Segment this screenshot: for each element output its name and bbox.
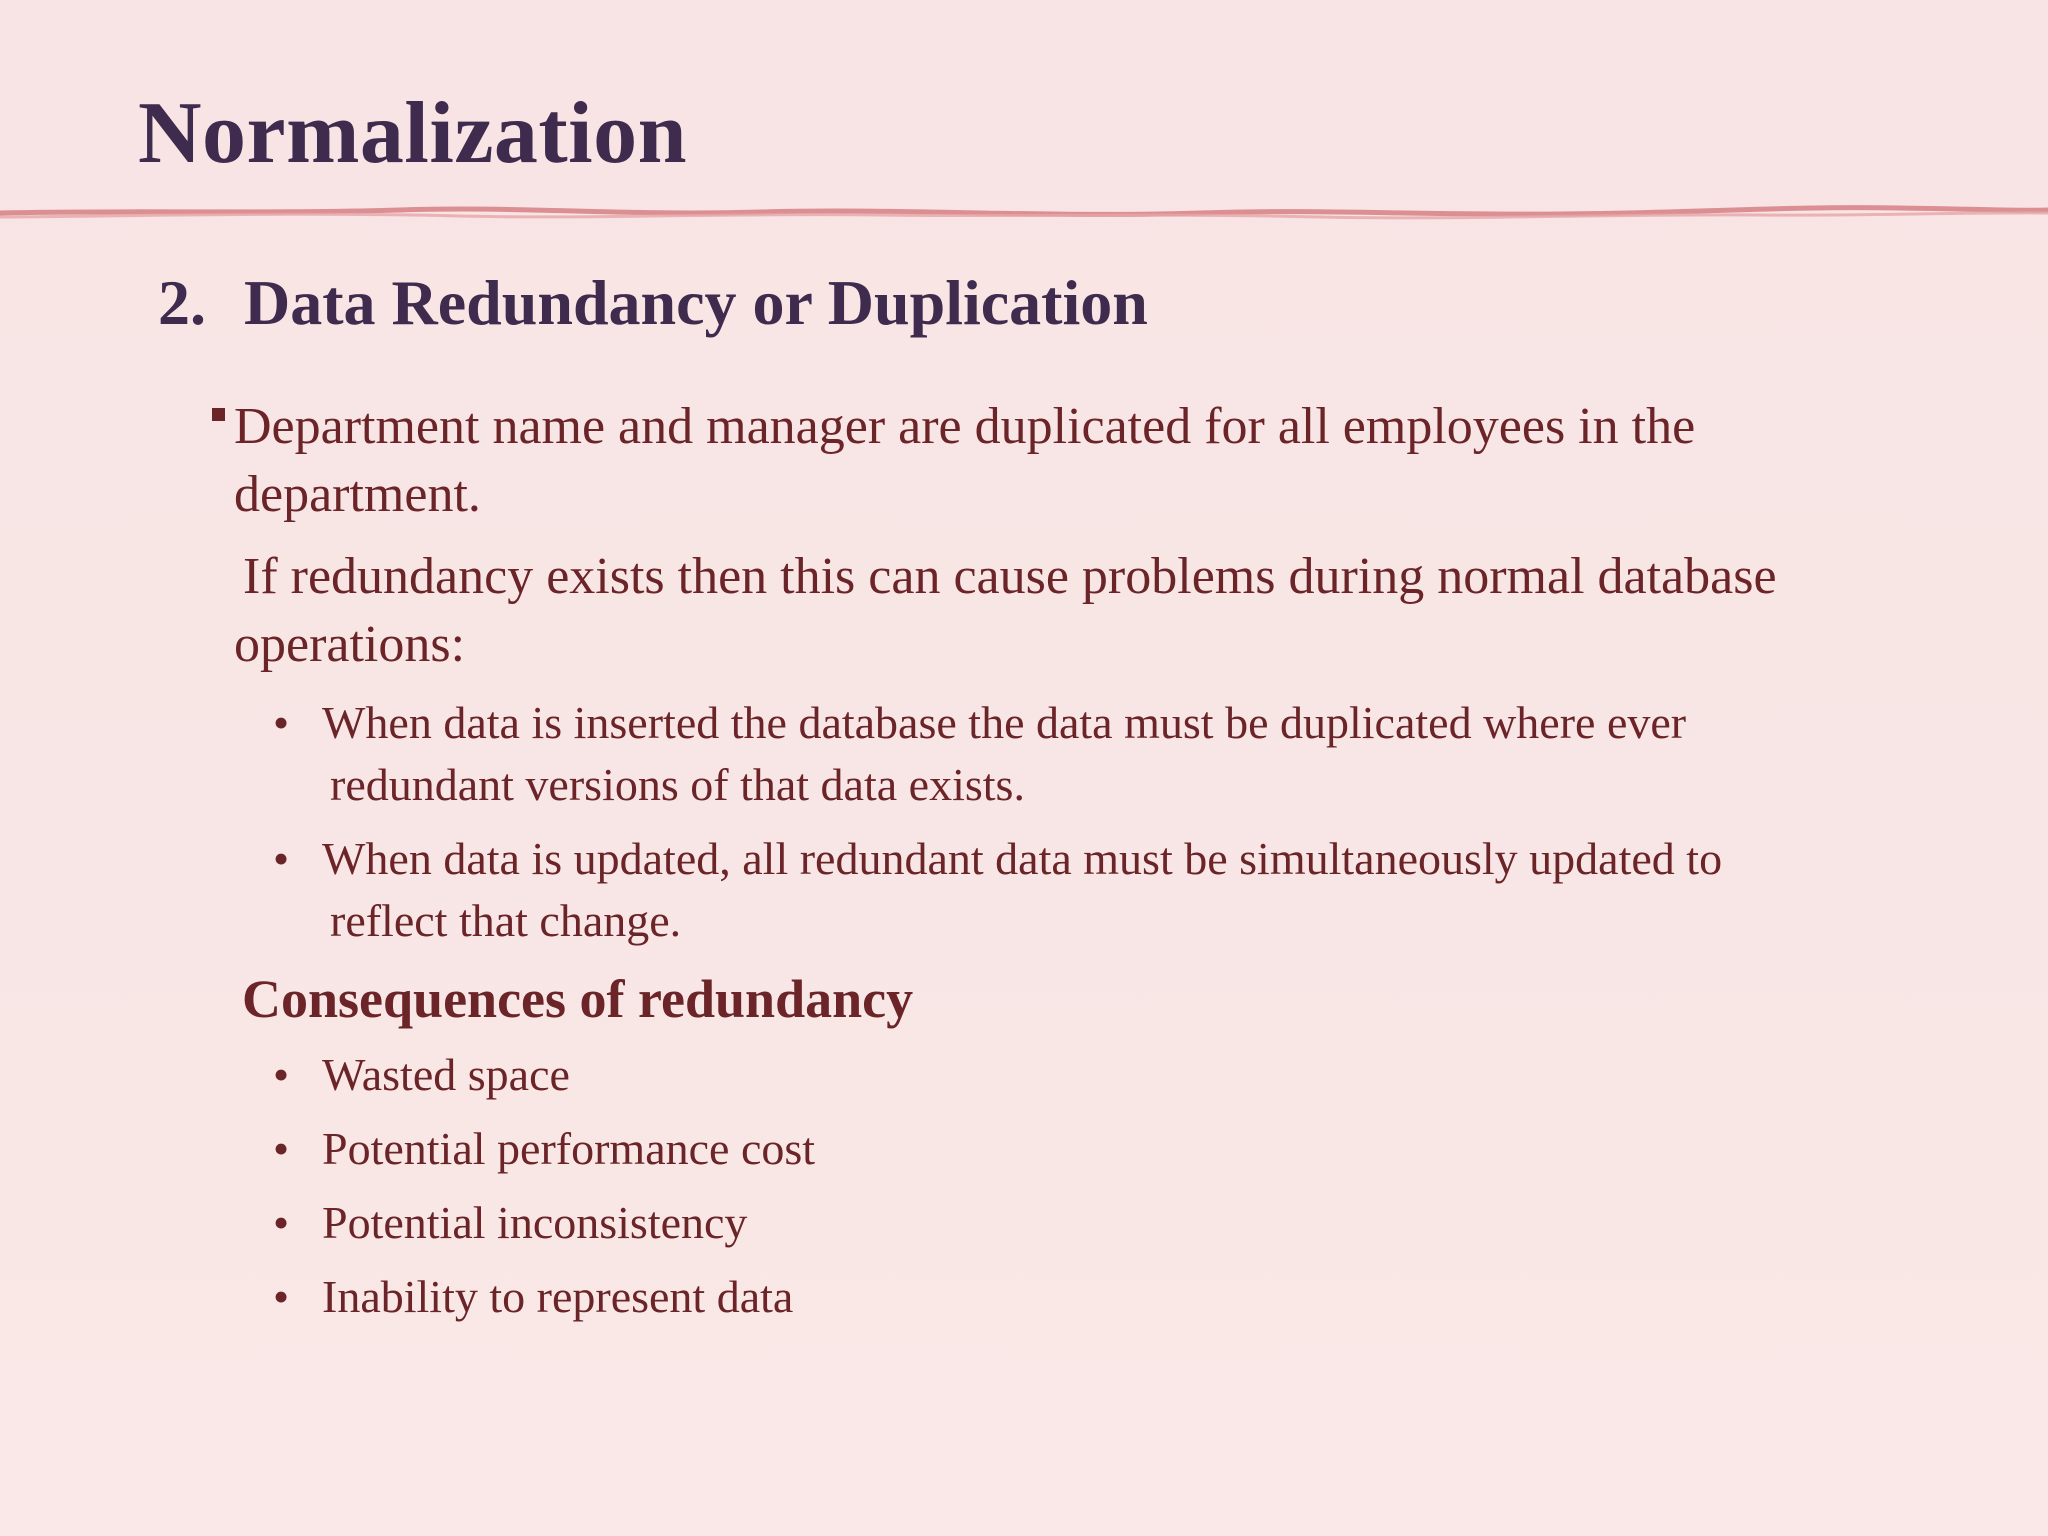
problem-item-insert (270, 692, 1910, 816)
bullet-dot-icon: • (272, 697, 290, 748)
title-divider-line (0, 196, 2048, 228)
problem-insert-line1: When data is inserted the database the data must be duplicated where ever (322, 697, 1687, 748)
section-heading-text: Data Redundancy or Duplication (244, 267, 1148, 338)
consequence-label: Potential inconsistency (322, 1197, 748, 1248)
bullet-department-duplication: Department name and manager are duplicated for all employees in the department. (234, 398, 1696, 523)
consequence-item-inconsistency (270, 1192, 1910, 1254)
consequence-item-performance-cost (270, 1118, 1910, 1180)
consequence-label: Wasted space (322, 1049, 570, 1100)
slide-title: Normalization (138, 85, 688, 182)
bullet-dot-icon: • (272, 1049, 290, 1100)
consequence-label: Inability to represent data (322, 1271, 794, 1322)
bullet-dot-icon: • (272, 1271, 290, 1322)
square-bullet-icon (202, 398, 235, 431)
problem-update-line2: reflect that change. (330, 895, 682, 946)
bullet-dot-icon: • (272, 833, 290, 884)
consequence-item-wasted-space (270, 1044, 1910, 1106)
problem-item-update (270, 828, 1910, 952)
problem-update-line1: When data is updated, all redundant data must be simultaneously updated to (322, 833, 1723, 884)
consequences-heading: Consequences of redundancy (242, 969, 914, 1029)
section-heading (158, 268, 1148, 338)
consequence-label: Potential performance cost (322, 1123, 816, 1174)
problem-insert-line2: redundant versions of that data exists. (330, 759, 1025, 810)
section-number: 2. (158, 267, 206, 338)
bullet-dot-icon: • (272, 1197, 290, 1248)
redundancy-paragraph: If redundancy exists then this can cause problems during normal database operations: (234, 548, 1777, 673)
bullet-dot-icon: • (272, 1123, 290, 1174)
consequence-item-inability-to-represent (270, 1266, 1910, 1328)
